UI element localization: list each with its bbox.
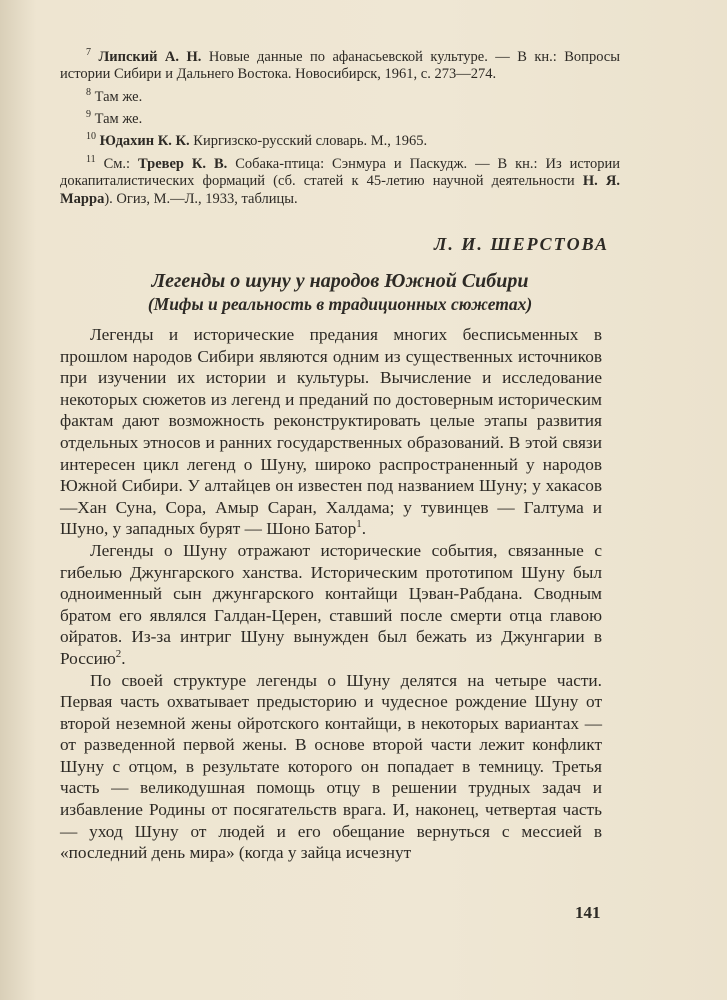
- footnote: $^7$ Липский А. Н. Новые данные по афанасьевской культуре. — В кн.: Вопросы истории Сибири и Дальнего Востока. Новосибирск, 1961, с. 273—274.: [60, 47, 620, 83]
- paragraph: Легенды и исторические предания многих бесписьменных в прошлом народов Сибири являются одним из существенных источников при изучении их истории и культуры. Вычисление и исследование некоторых сюжетов из легенд и преданий по достоверным историческим фактам дают возможность реконструктировать целые этапы развития отдельных этносов и ранних государственных образований. В этой связи интересен цикл легенд о Шуну, широко распространенный у народов Южной Сибири. У алтайцев он известен под названием Шуну; у хакасов —Хан Суна, Сора, Амыр Саран, Халдама; у тувинцев — Галтума и Шуно, у западных бурят — Шоно Батор$^1$.: [60, 325, 602, 539]
- footnote-author: Тревер К. В.: [138, 155, 228, 172]
- footnote-text: Киргизско-русский словарь. М., 1965.: [189, 133, 428, 150]
- article-author: Л. И. ШЕРСТОВА: [434, 234, 609, 254]
- footnote-author: Н. Я. Марра: [60, 173, 620, 207]
- footnote-author: Липский А. Н.: [98, 48, 202, 65]
- footnote-text: Там же.: [94, 88, 143, 105]
- paragraph: Легенды о Шуну отражают исторические события, связанные с гибелью Джунгарского ханства. Историческим прототипом Шуну был одноименный сын джунгарского контайщи Цэван-Рабдана. Сводным братом его являлся Галдан-Церен, ставший после смерти отца главою ойратов. Из-за интриг Шуну вынужден был бежать из Джунгарии в Россию$^2$.: [60, 540, 602, 668]
- footnote-text: Новые данные по афанасьевской культуре. — В кн.: Вопросы истории Сибири и Дальнего Востока. Новосибирск, 1961, с. 273—274.: [60, 48, 620, 83]
- footnote-ref: 2: [115, 648, 122, 661]
- footnote: $^8$ Там же.: [86, 86, 143, 105]
- footnotes: [60, 44, 620, 208]
- page-number: 141: [575, 903, 601, 922]
- paragraph: По своей структуре легенды о Шуну делятся на четыре части. Первая часть охватывает предысторию и чудесное рождение Шуну от второй неземной жены ойротского контайщи, в некоторых вариантах — от разведенной первой жены. В основе второй части лежит конфликт Шуну с отцом, в результате которого он попадает в темницу. Третья часть — великодушная помощь отцу в решении трудных задач и избавление Родины от посягательств врага. И, наконец, четвертая часть — уход Шуну от людей и его обещание вернуться с мессией в «последний день мира» (когда у зайца исчезнут: [60, 670, 602, 863]
- article-body: [60, 324, 602, 864]
- footnote: $^{10}$ Юдахин К. К. Киргизско-русский словарь. М., 1965.: [86, 131, 428, 150]
- footnote-author: Юдахин К. К.: [99, 133, 190, 150]
- footnote-text: Там же.: [94, 110, 143, 127]
- footnote: $^9$ Там же.: [86, 109, 143, 127]
- article-title: Легенды о шуну у народов Южной Сибири: [151, 270, 529, 292]
- article-subtitle: (Мифы и реальность в традиционных сюжетах): [147, 294, 533, 314]
- footnote-ref: 1: [356, 518, 362, 531]
- footnote-text: Собака-птица: Сэнмура и Паскудж. — В кн.: Из истории докапиталистических формаций (сб. статей к 45-летию научной деятельности: [60, 155, 620, 190]
- footnote: $^{11}$ См.: Тревер К. В. Собака-птица: Сэнмура и Паскудж. — В кн.: Из истории докапиталистических формаций (сб. статей к 45-летию научной деятельности Н. Я. Марра). Огиз, М.—Л., 1933, таблицы.: [60, 153, 620, 207]
